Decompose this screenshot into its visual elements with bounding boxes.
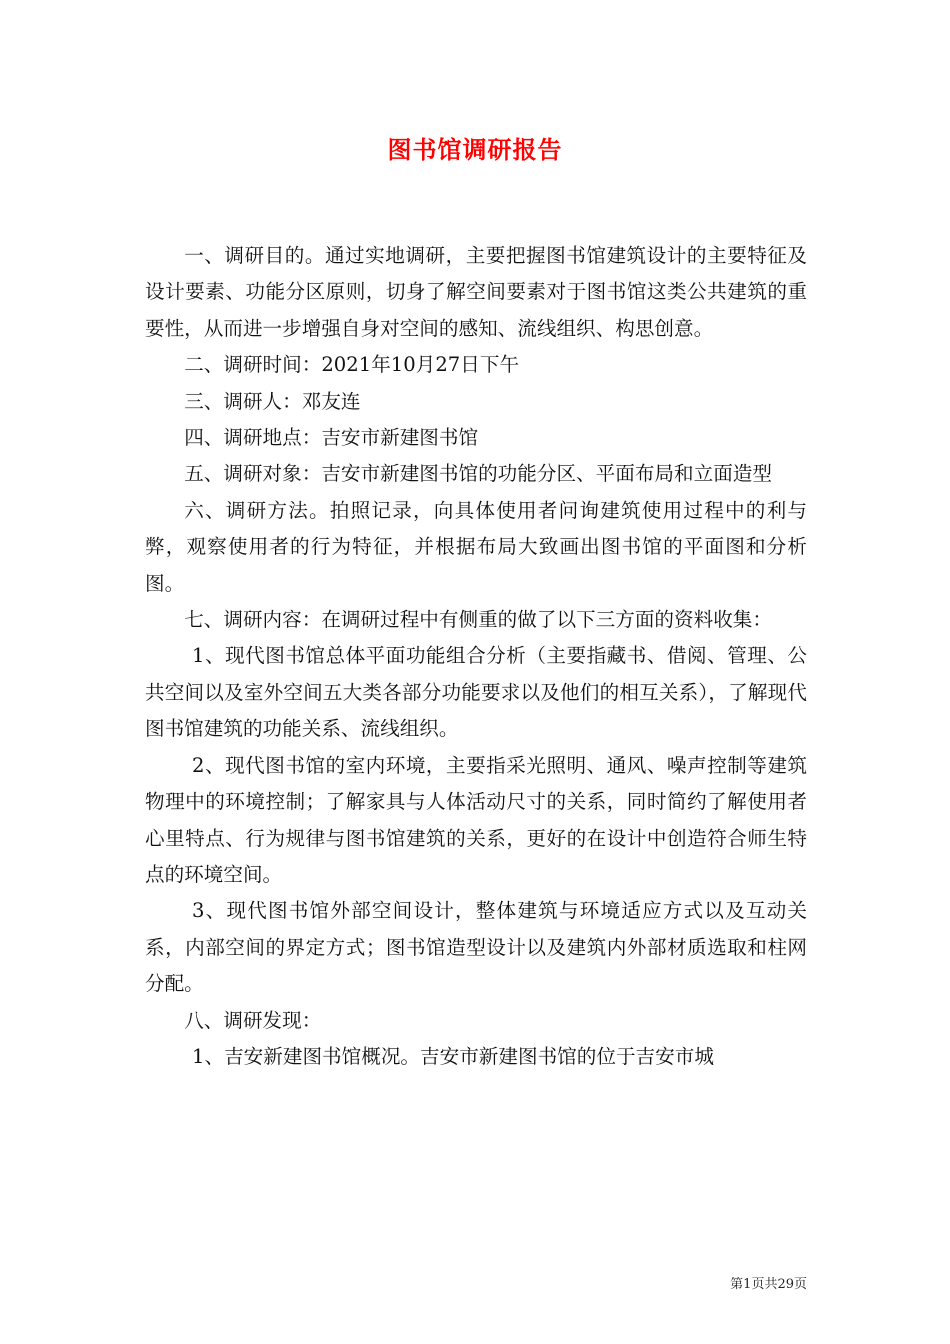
paragraph-findings: 八、调研发现： [184,1008,322,1032]
paragraph-findings-item-1: 1、吉安新建图书馆概况。吉安市新建图书馆的位于吉安市城 [192,1044,714,1068]
paragraph-location: 四、调研地点：吉安市新建图书馆 [184,426,479,450]
paragraph-time: 二、调研时间：2021年10月27日下午 [184,353,520,377]
paragraph-purpose: 一、调研目的。通过实地调研，主要把握图书馆建筑设计的主要特征及设计要素、功能分区原则，切身了解空间要素对于图书馆这类公共建筑的重要性，从而进一步增强自身对空间的感知、流线组织、构思创意。 [145,244,807,340]
paragraph-content: 七、调研内容：在调研过程中有侧重的做了以下三方面的资料收集： [184,608,772,632]
paragraph-content-item-2: 2、现代图书馆的室内环境，主要指采光照明、通风、噪声控制等建筑物理中的环境控制；了解家具与人体活动尺寸的关系，同时简约了解使用者心里特点、行为规律与图书馆建筑的关系，更好的在设计中创造符合师生特点的环境空间。 [145,753,807,886]
document-title: 图书馆调研报告 [387,135,563,164]
paragraph-content-item-1: 1、现代图书馆总体平面功能组合分析（主要指藏书、借阅、管理、公共空间以及室外空间五大类各部分功能要求以及他们的相互关系），了解现代图书馆建筑的功能关系、流线组织。 [145,644,807,741]
paragraph-object: 五、调研对象：吉安市新建图书馆的功能分区、平面布局和立面造型 [184,462,772,486]
page-number: 第1页共29页 [730,1277,807,1292]
paragraph-researcher: 三、调研人：邓友连 [184,389,361,413]
paragraph-method: 六、调研方法。拍照记录，向具体使用者问询建筑使用过程中的利与弊，观察使用者的行为特征，并根据布局大致画出图书馆的平面图和分析图。 [145,498,807,595]
document-body [145,238,807,1075]
paragraph-content-item-3: 3、现代图书馆外部空间设计，整体建筑与环境适应方式以及互动关系，内部空间的界定方式；图书馆造型设计以及建筑内外部材质选取和柱网分配。 [145,899,807,996]
